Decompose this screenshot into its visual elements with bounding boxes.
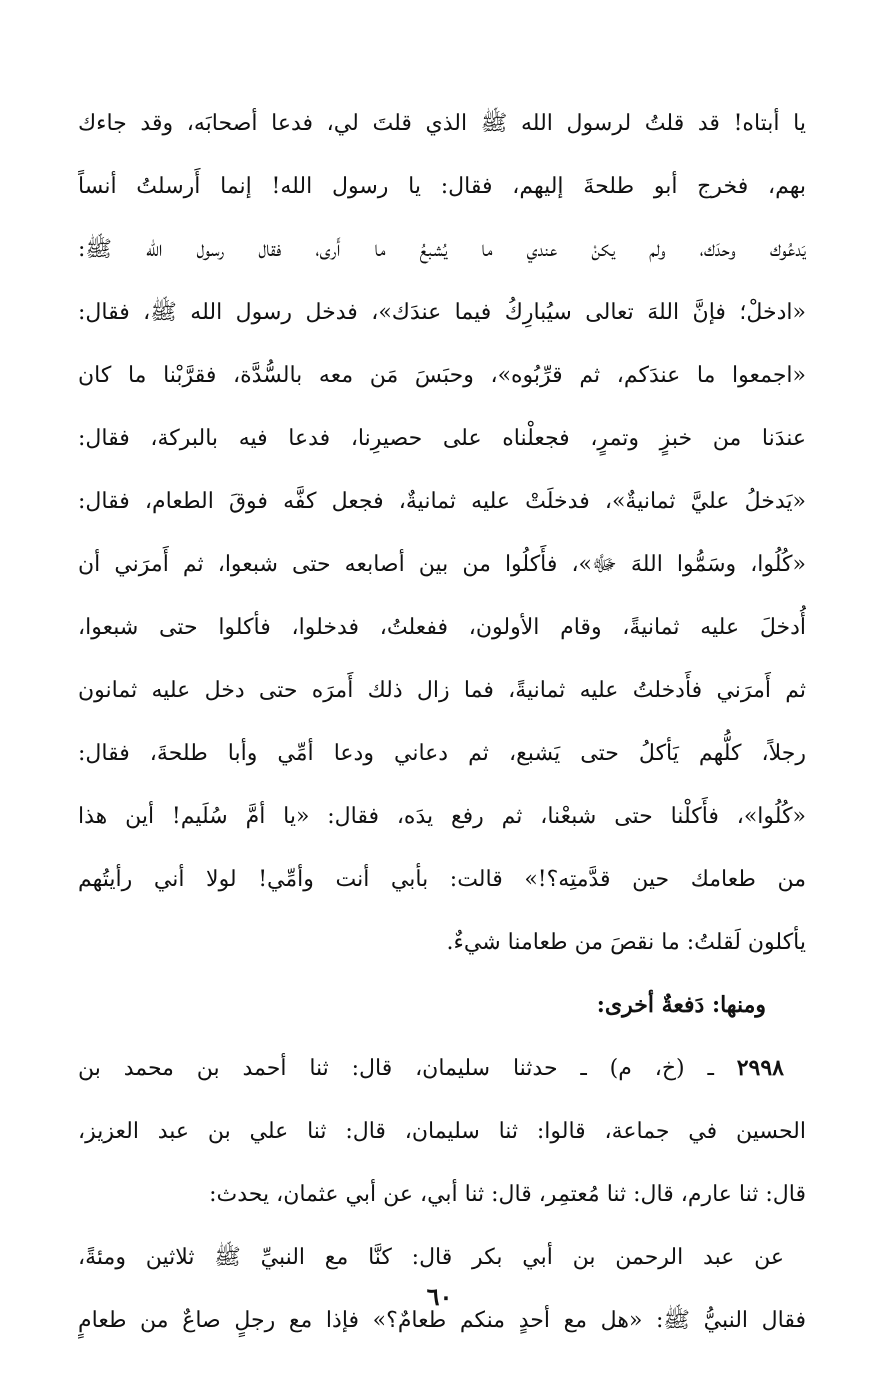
isnad-line: الحسين في جماعة، قالوا: ثنا سليمان، قال: ثنا علي بن عبد العزيز، [78,1119,806,1144]
text-line: «ادخلْ؛ فإنَّ اللهَ تعالى سيُبارِكُ فيما عندَك»، فدخل رسول الله ﷺ، فقال: [78,300,806,325]
page-number: ٦٠ [426,1282,453,1311]
text-line-last: يأكلون لَقلتُ: ما نقصَ من طعامنا شيءٌ. [446,930,806,955]
section-heading: ومنها: دَفعةٌ أخرى: [596,992,766,1018]
hadith-first-line [78,1037,806,1100]
text-line: «اجمعوا ما عندَكم، ثم قرِّبُوه»، وحبَسَ مَن معه بالسُّدَّة، فقرَّبْنا ما كان [78,363,806,388]
text-line: أُدخلَ عليه ثمانيةً، وقام الأولون، ففعلتُ، فدخلوا، فأكلوا حتى شبعوا، [78,615,806,640]
text-line: يا أبتاه! قد قلتُ لرسول الله ﷺ الذي قلتَ لي، فدعا أصحابَه، وقد جاءك [78,111,806,136]
matn-line: فقال النبيُّ ﷺ: «هل مع أحدٍ منكم طعامٌ؟» فإذا مع رجلٍ صاعٌ من طعامٍ [78,1308,806,1333]
text-line: عندَنا من خبزٍ وتمرٍ، فجعلْناه على حصيرِنا، فدعا فيه بالبركة، فقال: [78,426,806,451]
hadith-number: ٢٩٩٨ [736,1055,784,1081]
text-line: من طعامك حين قدَّمتِه؟!» قالت: بأبي أنت وأمِّي! لولا أني رأيتُهم [78,867,806,892]
text-line: بهم، فخرج أبو طلحةَ إليهم، فقال: يا رسول الله! إنما أَرسلتُ أنساً [78,174,806,199]
text-line: ثم أَمرَني فأَدخلتُ عليه ثمانيةً، فما زال ذلك أَمرَه حتى دخل عليه ثمانون [78,678,806,703]
text-line: يَدعُوك وحدَك، ولم يكنْ عندي ما يُشبعُ ما أَرى، فقال رسول الله ﷺ: [78,237,806,262]
isnad-line-last: قال: ثنا عارم، قال: ثنا مُعتمِر، قال: ثنا أبي، عن أبي عثمان، يحدث: [209,1182,806,1207]
text-line: رجلاً، كلُّهم يَأكلُ حتى يَشبع، ثم دعاني ودعا أمِّي وأبا طلحةَ، فقال: [78,741,806,766]
text-line: «يَدخلُ عليَّ ثمانيةٌ»، فدخلَتْ عليه ثمانيةٌ، فجعل كفَّه فوقَ الطعام، فقال: [78,489,806,514]
hadith-first-line-text: ـ (خ، م) ـ حدثنا سليمان، قال: ثنا أحمد بن محمد بن [78,1056,737,1081]
document-page [78,92,806,1352]
matn-line: عن عبد الرحمن بن أبي بكر قال: كنَّا مع النبيِّ ﷺ ثلاثين ومئةً، [78,1245,784,1270]
text-line: «كُلُوا»، فأَكلْنا حتى شبعْنا، ثم رفع يدَه، فقال: «يا أمَّ سُلَيم! أين هذا [78,804,806,829]
text-line: «كُلُوا، وسَمُّوا اللهَ ﷻ»، فأَكلُوا من بين أصابعه حتى شبعوا، ثم أَمرَني أن [78,552,806,577]
